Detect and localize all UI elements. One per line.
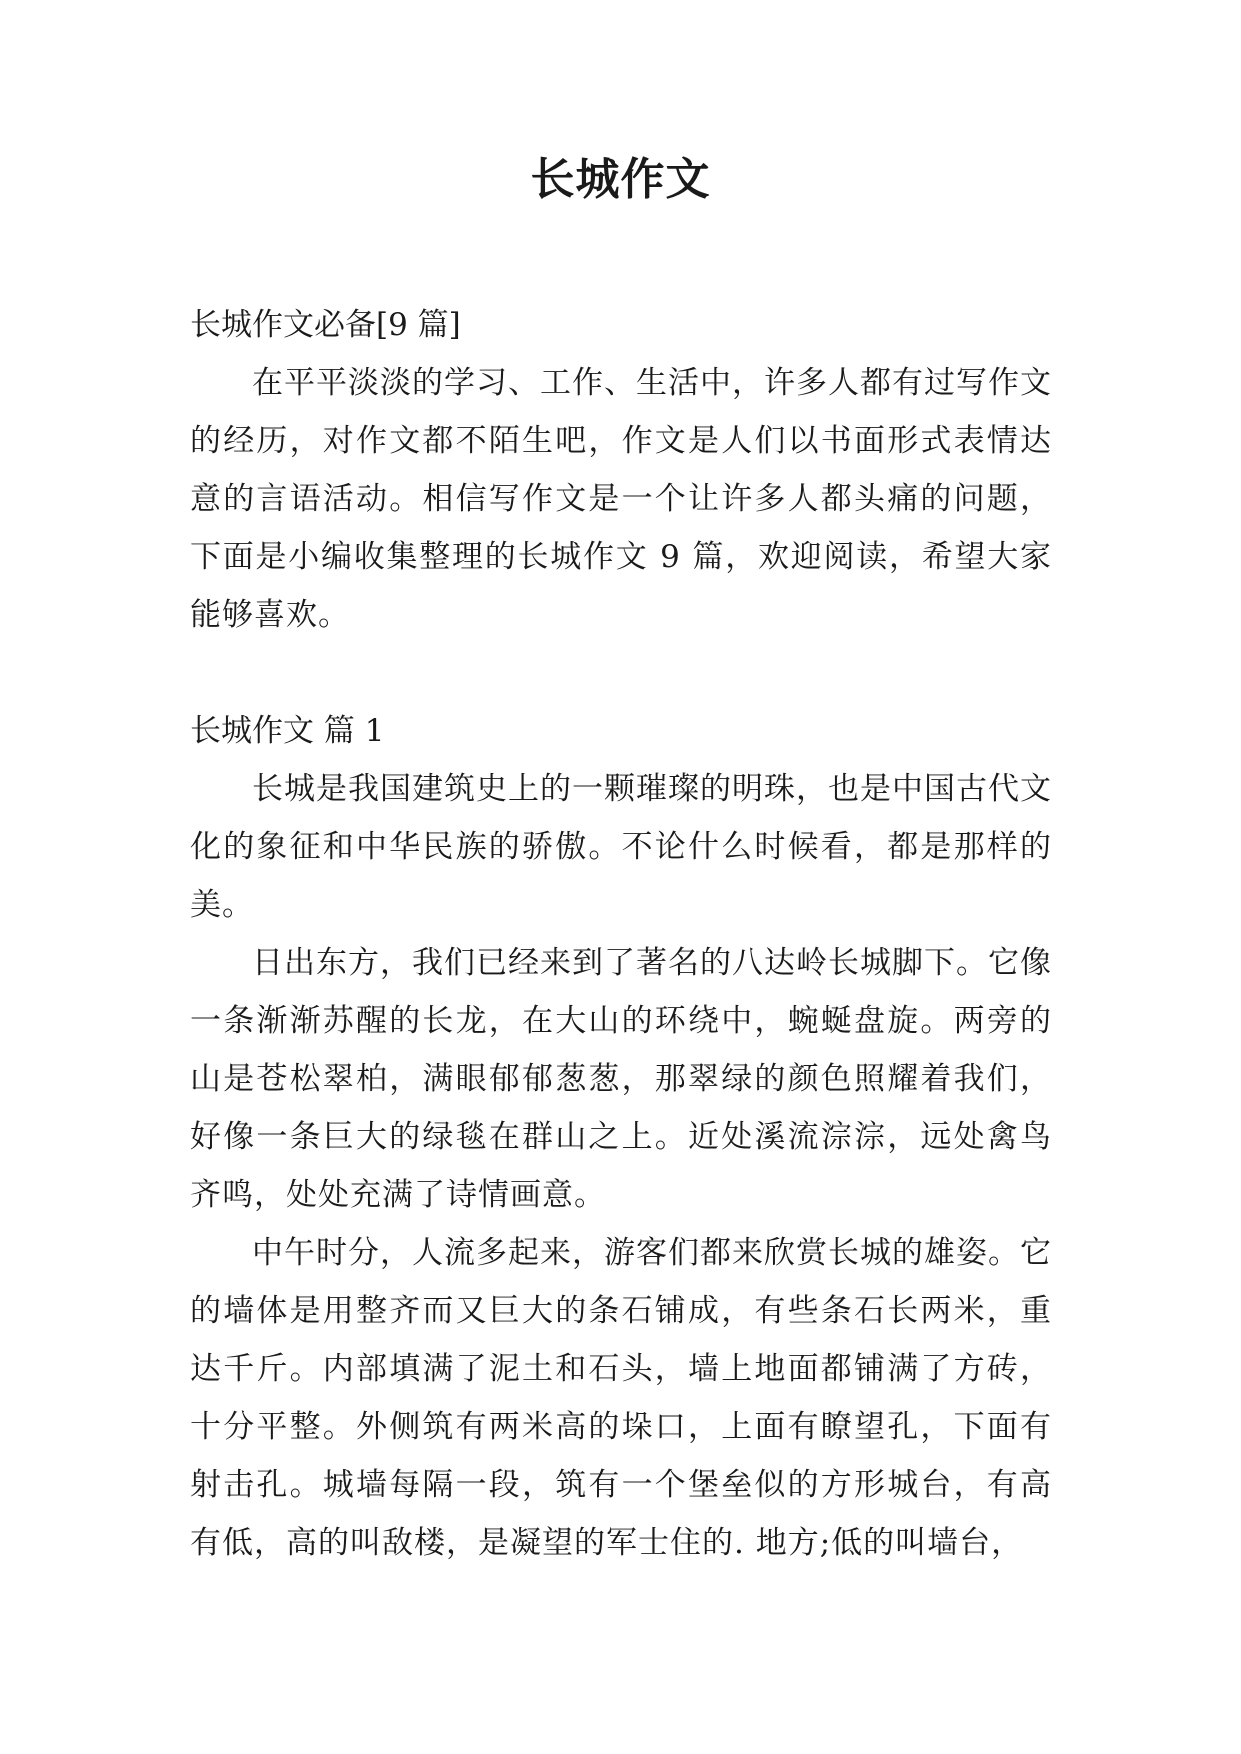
intro-heading: 长城作文必备[9 篇] xyxy=(190,307,461,343)
document-title: 长城作文 xyxy=(530,154,711,205)
essay-1-paragraph-2: 日出东方，我们已经来到了著名的八达岭长城脚下。它像一条渐渐苏醒的长龙，在大山的环绕中，蜿蜒盘旋。两旁的山是苍松翠柏，满眼郁郁葱葱，那翠绿的颜色照耀着我们，好像一条巨大的绿毯在群山之上。近处溪流淙淙，远处禽鸟齐鸣，处处充满了诗情画意。 xyxy=(190,945,1052,1213)
document-body xyxy=(190,296,1052,1572)
intro-paragraph: 在平平淡淡的学习、工作、生活中，许多人都有过写作文的经历，对作文都不陌生吧，作文是人们以书面形式表情达意的言语活动。相信写作文是一个让许多人都头痛的问题，下面是小编收集整理的长城作文 9 篇，欢迎阅读，希望大家能够喜欢。 xyxy=(190,365,1052,633)
essay-1-paragraph-3: 中午时分，人流多起来，游客们都来欣赏长城的雄姿。它的墙体是用整齐而又巨大的条石铺成，有些条石长两米，重达千斤。内部填满了泥土和石头，墙上地面都铺满了方砖，十分平整。外侧筑有两米高的垛口，上面有瞭望孔，下面有射击孔。城墙每隔一段，筑有一个堡垒似的方形城台，有高有低，高的叫敌楼，是凝望的军士住的. 地方;低的叫墙台， xyxy=(190,1235,1052,1561)
essay-1-heading: 长城作文 篇 1 xyxy=(190,713,385,749)
essay-1-paragraph-1: 长城是我国建筑史上的一颗璀璨的明珠，也是中国古代文化的象征和中华民族的骄傲。不论什么时候看，都是那样的美。 xyxy=(190,771,1052,923)
section-spacer xyxy=(190,644,1052,702)
